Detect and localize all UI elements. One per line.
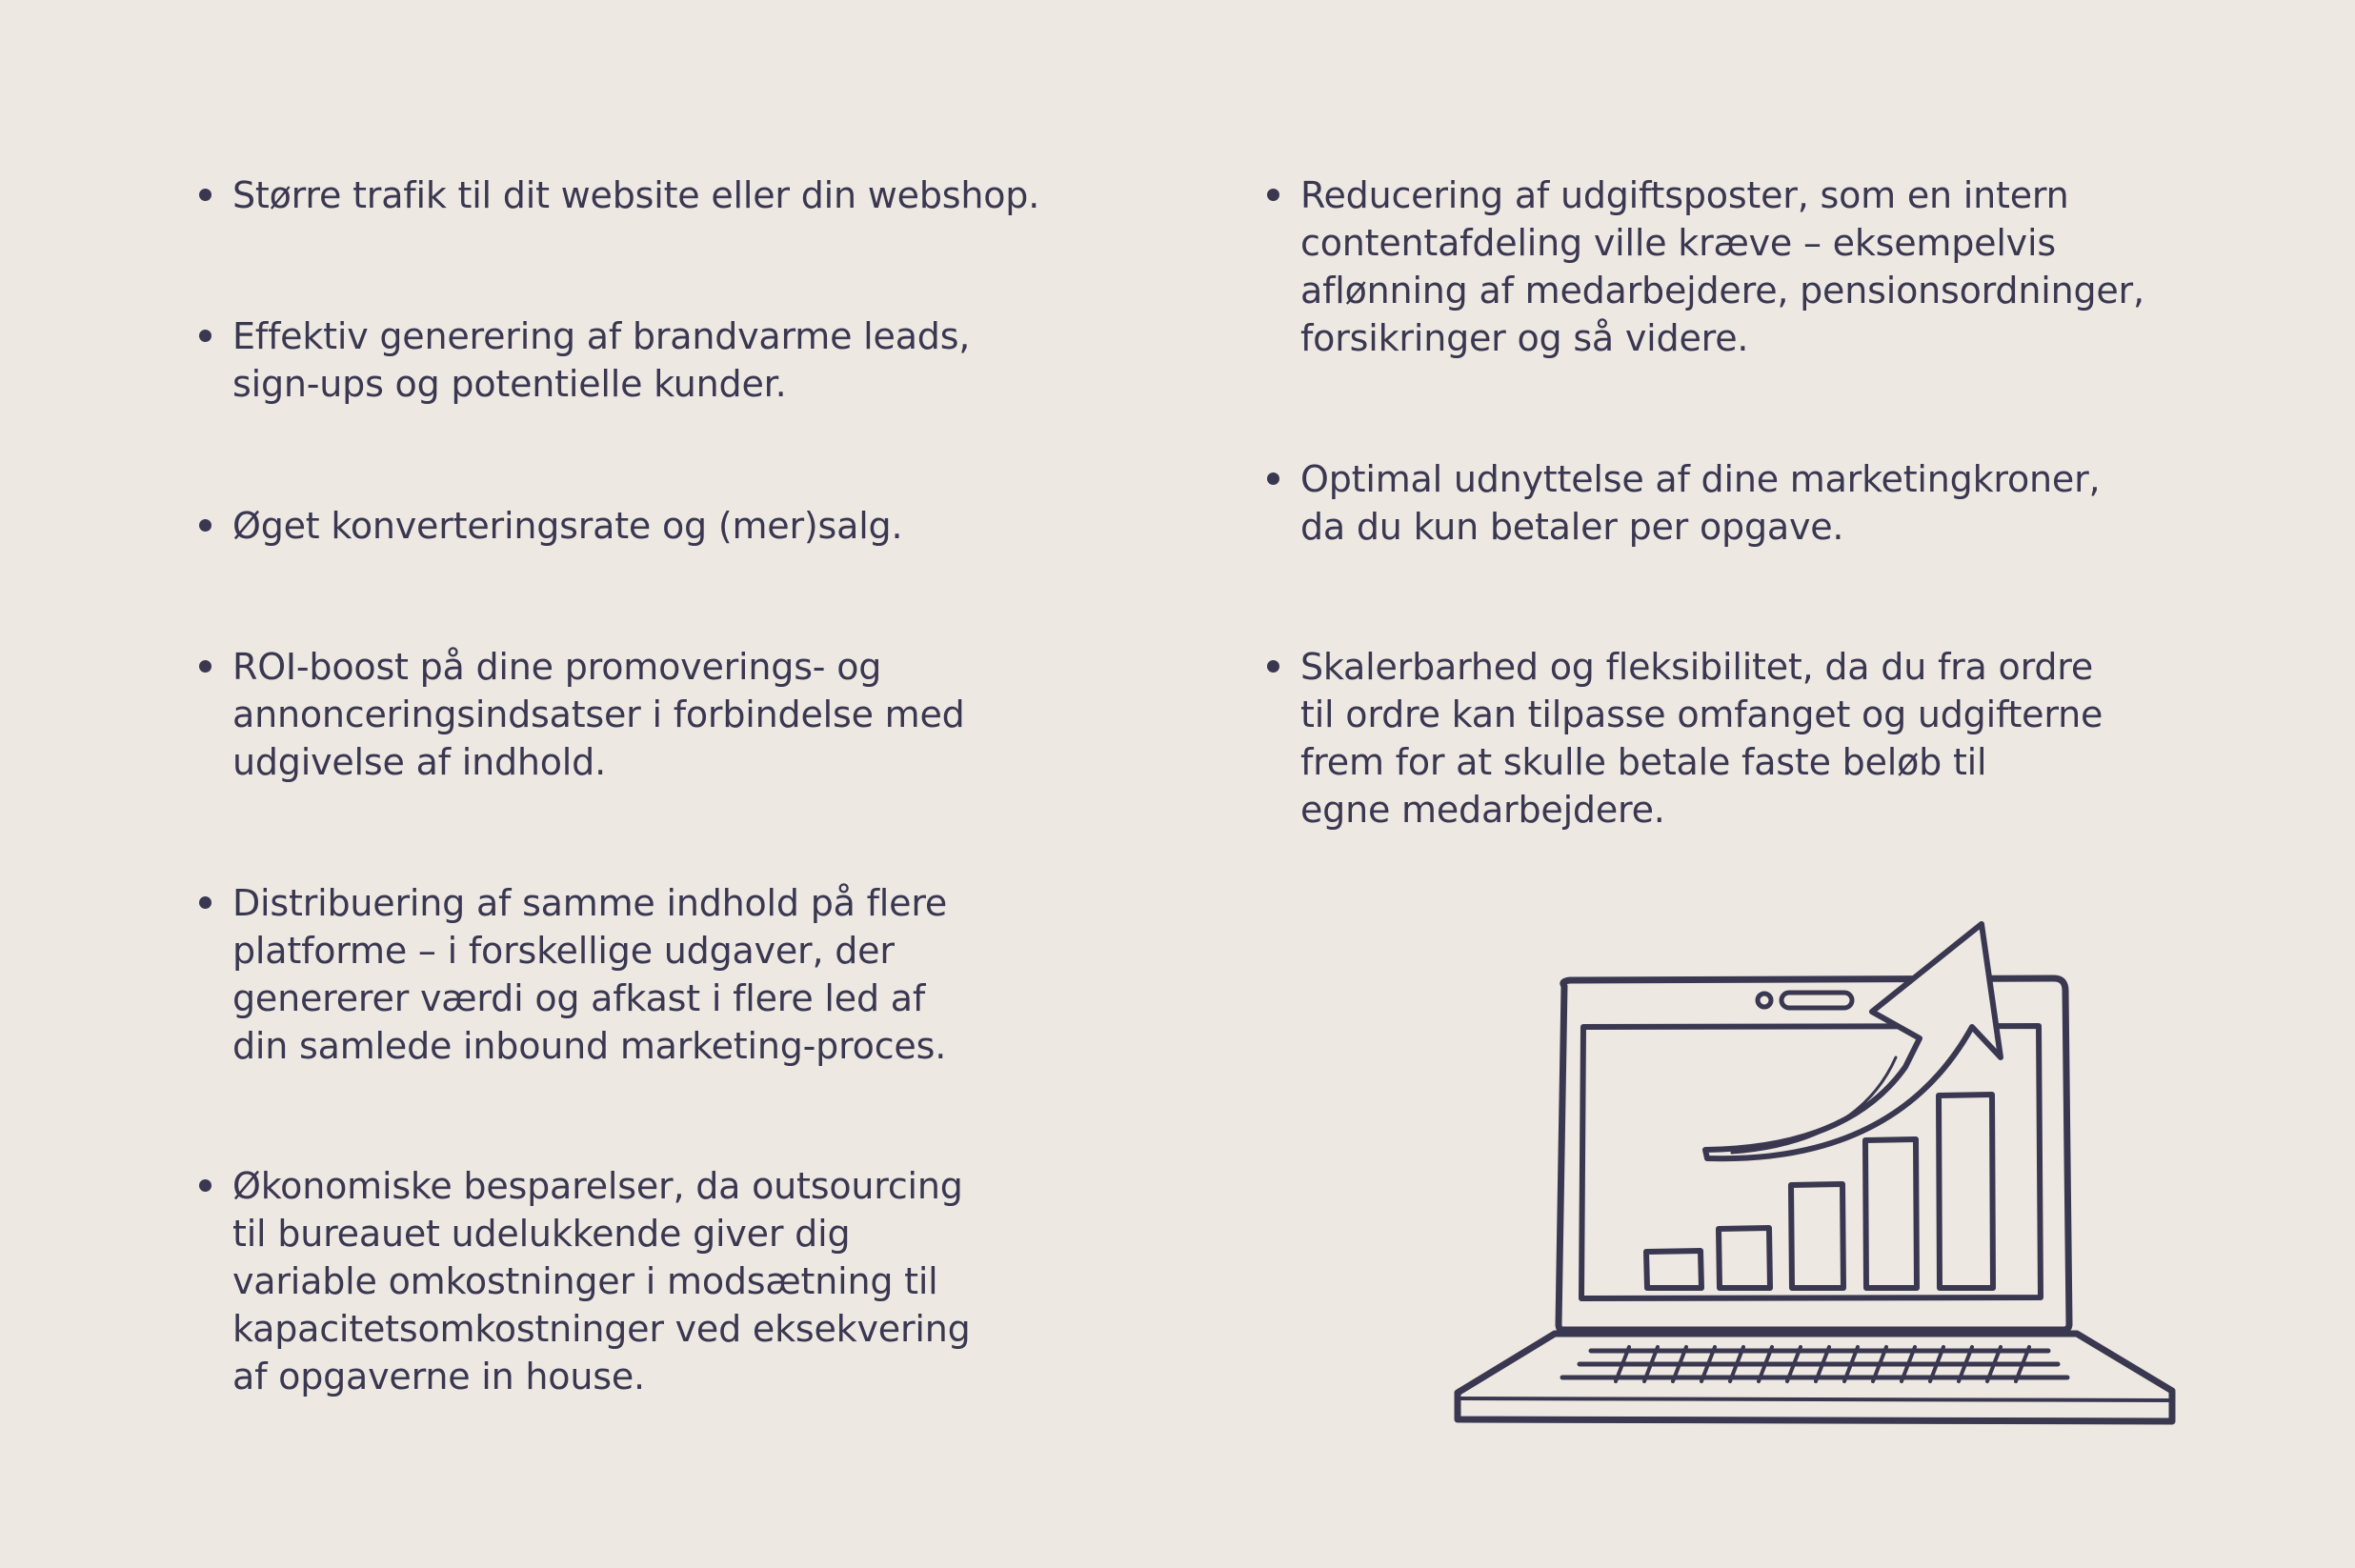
list-item bbox=[197, 643, 965, 786]
list-item-line: genererer værdi og afkast i flere led af bbox=[232, 977, 926, 1019]
list-item bbox=[1265, 455, 2100, 551]
list-item-line: Større trafik til dit website eller din webshop. bbox=[232, 174, 1040, 216]
list-item-line: forsikringer og så videre. bbox=[1300, 317, 1749, 359]
list-item-line: til ordre kan tilpasse omfanget og udgifterne bbox=[1300, 694, 2103, 735]
list-item-line: din samlede inbound marketing-proces. bbox=[232, 1025, 947, 1067]
laptop-growth-chart-icon bbox=[1448, 915, 2191, 1438]
list-item-line: Distribuering af samme indhold på flere bbox=[232, 882, 948, 924]
list-item-line: annonceringsindsatser i forbindelse med bbox=[232, 694, 965, 735]
list-item bbox=[1265, 171, 2144, 362]
list-item bbox=[197, 312, 970, 408]
list-item bbox=[1265, 643, 2103, 834]
list-item-line: Økonomiske besparelser, da outsourcing bbox=[232, 1165, 963, 1207]
list-item bbox=[197, 171, 1039, 219]
list-item bbox=[197, 502, 902, 550]
list-item bbox=[197, 879, 947, 1070]
list-item-line: aflønning af medarbejdere, pensionsordninger, bbox=[1300, 270, 2144, 312]
list-item-line: ROI-boost på dine promoverings- og bbox=[232, 646, 882, 688]
list-item-line: til bureauet udelukkende giver dig bbox=[232, 1213, 851, 1255]
list-item-line: kapacitetsomkostninger ved eksekvering bbox=[232, 1308, 971, 1350]
list-item-line: da du kun betaler per opgave. bbox=[1300, 506, 1844, 548]
list-item-line: platforme – i forskellige udgaver, der bbox=[232, 930, 895, 972]
list-item-line: sign-ups og potentielle kunder. bbox=[232, 363, 787, 405]
list-item-line: af opgaverne in house. bbox=[232, 1356, 645, 1397]
list-item-line: egne medarbejdere. bbox=[1300, 789, 1665, 831]
list-item-line: Øget konverteringsrate og (mer)salg. bbox=[232, 505, 903, 547]
list-item bbox=[197, 1162, 971, 1400]
list-item-line: Skalerbarhed og fleksibilitet, da du fra ordre bbox=[1300, 646, 2094, 688]
list-item-line: contentafdeling ville kræve – eksempelvis bbox=[1300, 222, 2056, 264]
list-item-line: frem for at skulle betale faste beløb til bbox=[1300, 741, 1987, 783]
list-item-line: Optimal udnyttelse af dine marketingkroner, bbox=[1300, 458, 2101, 500]
list-item-line: variable omkostninger i modsætning til bbox=[232, 1260, 938, 1302]
list-item-line: Reducering af udgiftsposter, som en intern bbox=[1300, 174, 2069, 216]
list-item-line: Effektiv generering af brandvarme leads, bbox=[232, 315, 971, 357]
list-item-line: udgivelse af indhold. bbox=[232, 741, 606, 783]
